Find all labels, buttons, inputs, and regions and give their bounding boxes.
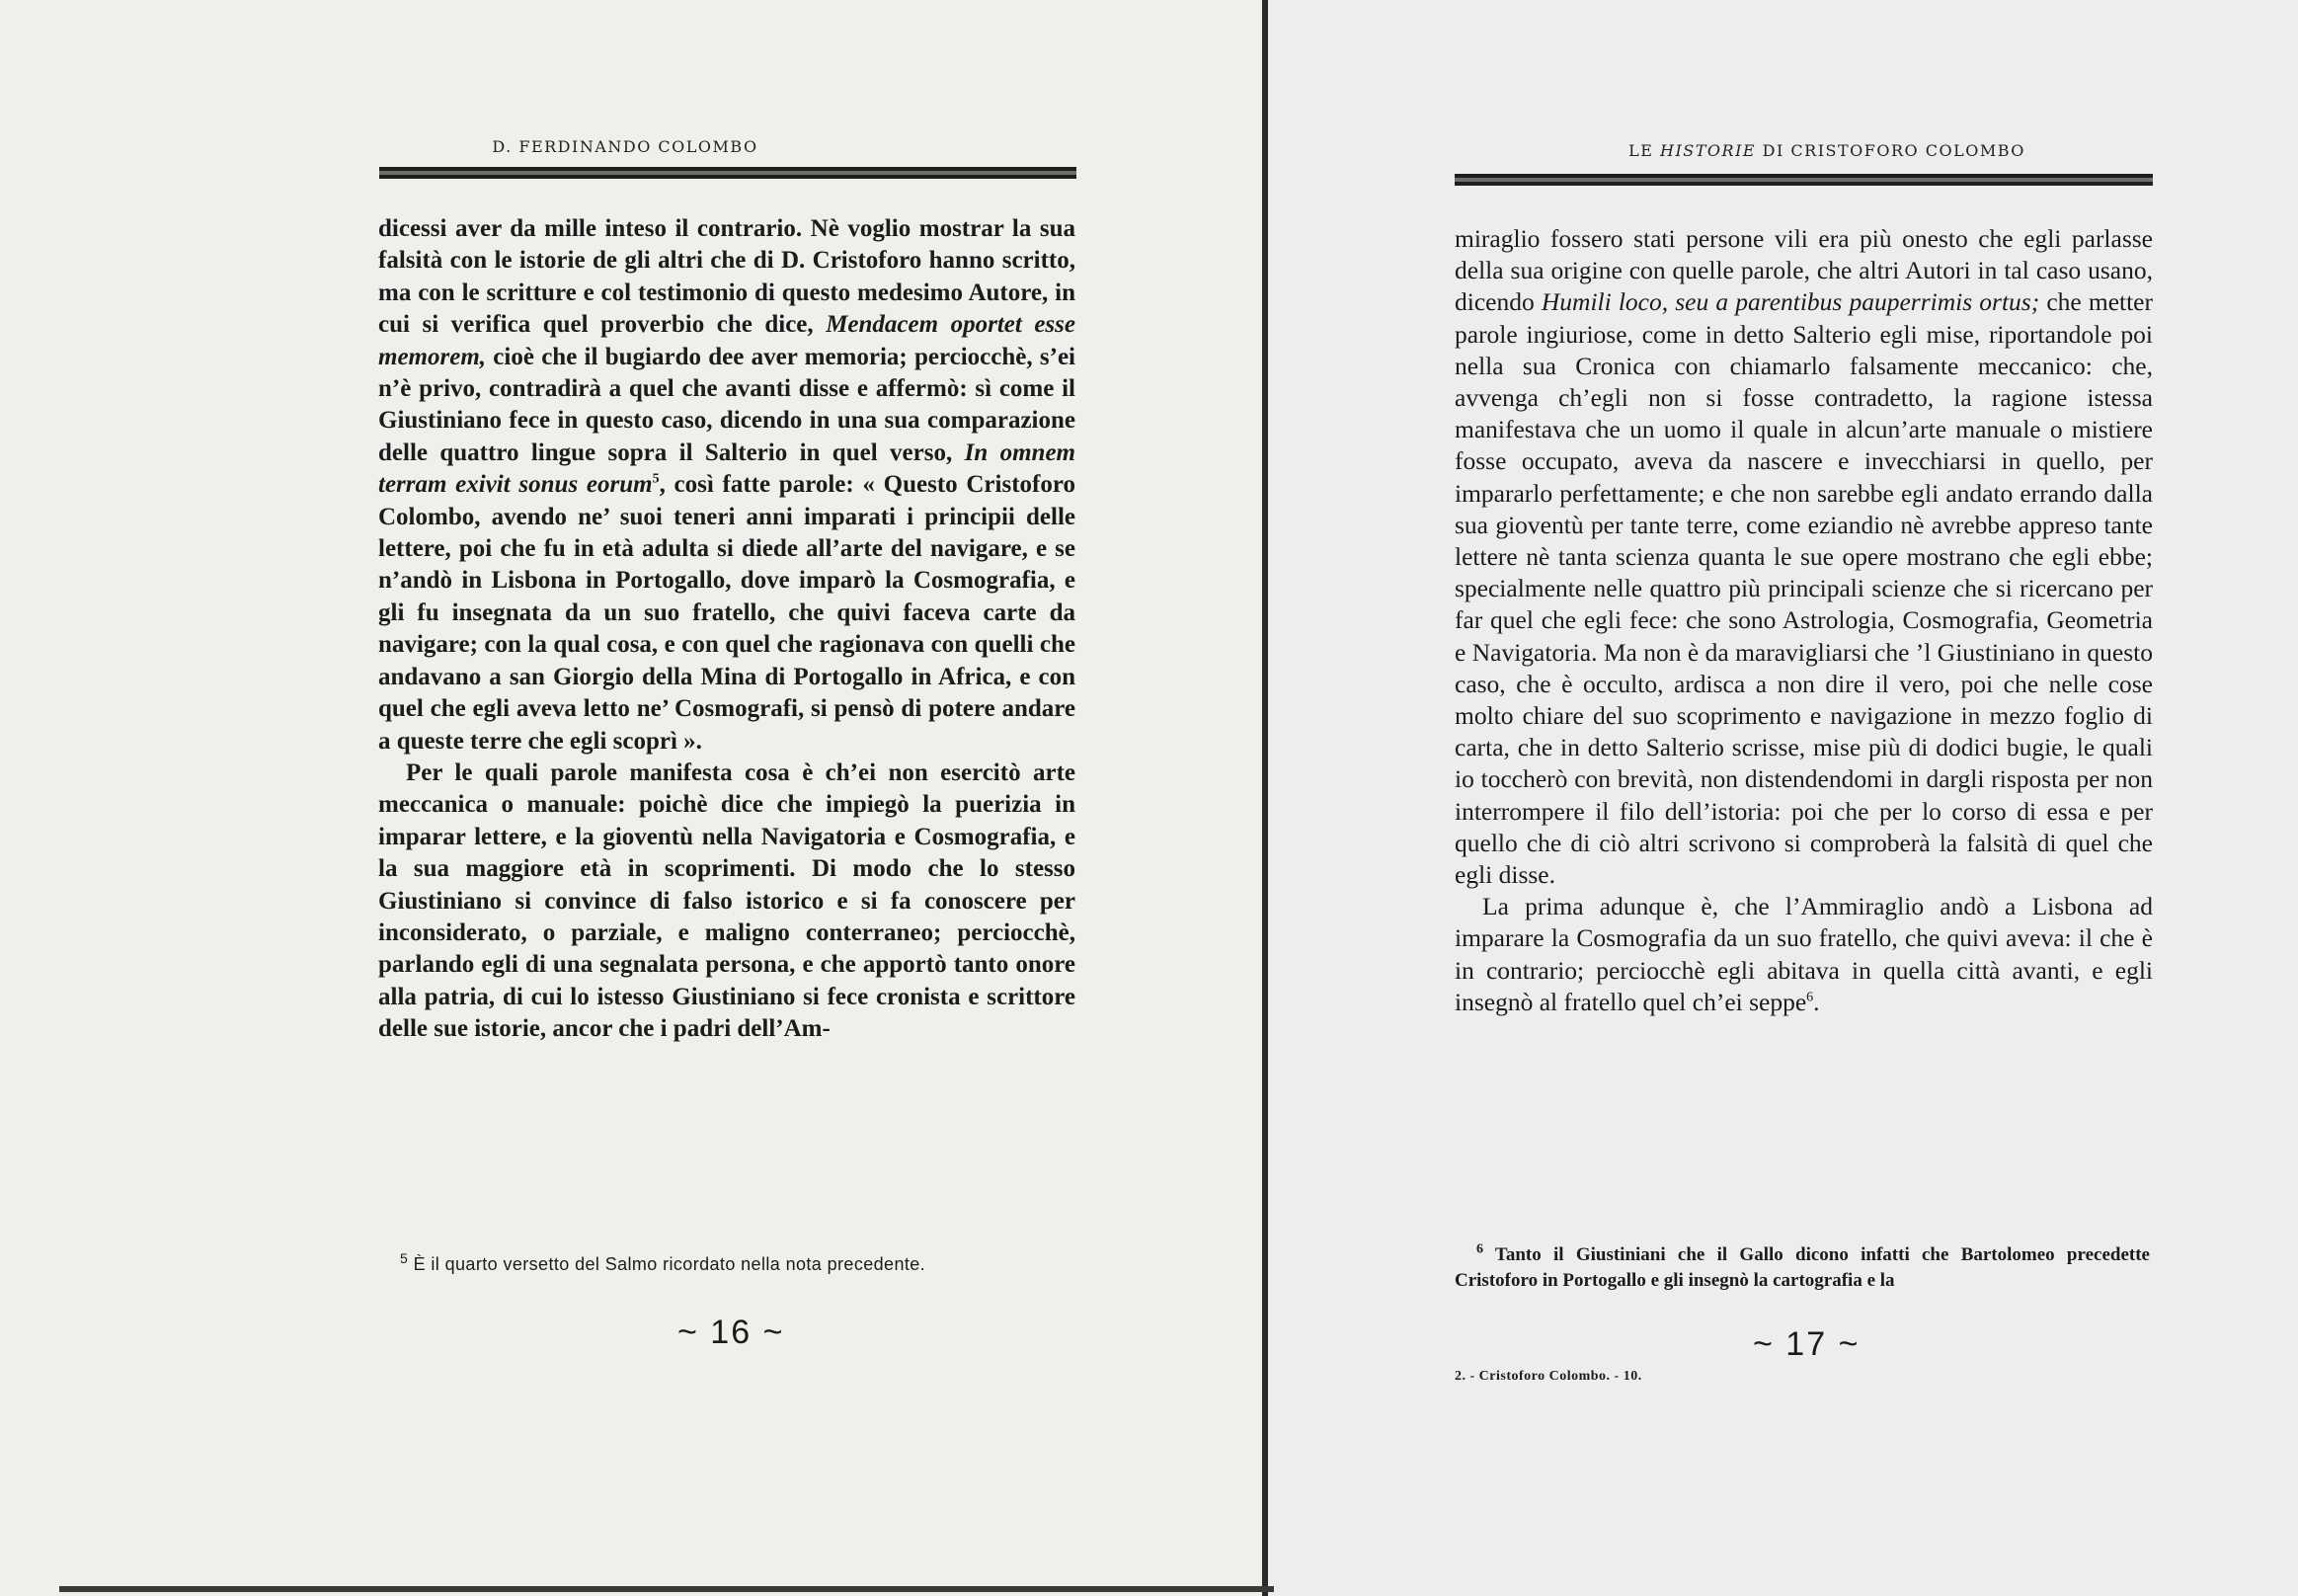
footnote-text-right: Tanto il Giustiniani che il Gallo dicono infatti che Bartolomeo precedette Cristoforo in Portogallo e gli insegnò la cartografia e la [1455,1244,2150,1291]
right-body-text [1455,223,2153,1018]
italic-phrase: Humili loco, seu a parentibus pauperrimis ortus; [1541,287,2040,317]
footnote-mark-right: 6 [1476,1241,1483,1257]
page-number-right: ~ 17 ~ [1753,1325,1861,1363]
header-rule-right [1455,174,2153,186]
page-number-left: ~ 16 ~ [677,1314,785,1351]
right-page [1269,0,2298,1596]
footnote-text-left: È il quarto versetto del Salmo ricordato nella nota precedente. [413,1254,926,1274]
running-head-italic: HISTORIE [1660,141,1757,160]
left-body-paragraph: dicessi aver da mille inteso il contrario. Nè voglio mostrar la sua falsità con le istorie de gli altri che di D. Cristoforo hanno scritto, ma con le scritture e col testimonio di questo medesimo Autore, in cui si verifica quel proverbio che dice, Mendacem oportet esse memorem, cioè che il bugiardo dee aver memoria; perciocchè, s’ei n’è privo, contradirà a quel che avanti disse e affermò: sì come il Giustiniano fece in questo caso, dicendo in una sua comparazione delle quattro lingue sopra il Salterio in quel verso, In omnem terram exivit sonus eorum$^5$, così fatte parole: « Questo Cristoforo Colombo, avendo ne’ suoi teneri anni imparati i principii delle lettere, poi che fu in età adulta si diede all’arte del navigare, e se n’andò in Lisbona in Portogallo, dove imparò la Cosmografia, e gli fu insegnata da un suo fratello, che quivi faceva carte da navigare; con la qual cosa, e con quel che ragionava con quelli che andavano a san Giorgio della Mina di Portogallo in Africa, e con quel che egli aveva letto ne’ Cosmografi, si pensò di potere andare a queste terre che egli scoprì ». [378,215,1075,755]
signature-text: 2. - Cristoforo Colombo. - 10. [1455,1369,1642,1384]
footnote-reference: 6 [1806,990,1814,1005]
left-body-text [378,213,1075,1046]
running-head-suffix: DI CRISTOFORO COLOMBO [1756,141,2025,160]
header-rule-left [379,167,1076,179]
footnote-mark-left: 5 [400,1250,409,1266]
italic-phrase: In omnem terram exivit sonus eorum [378,439,1075,499]
printer-signature [1455,1369,1642,1385]
italic-phrase: Mendacem oportet esse memorem, [378,311,1075,370]
running-head-left: D. FERDINANDO COLOMBO [492,137,758,156]
right-body-paragraph: miraglio fossero stati persone vili era più onesto che egli parlasse della sua origine con quelle parole, che altri Autori in tal caso usano, dicendo Humili loco, seu a parentibus pauperrimis ortus; che metter parole ingiuriose, come in detto Salterio egli mise, riportandole poi nella sua Cronica con chiamarlo falsamente meccanico: che, avvenga ch’egli non si fosse contradetto, la ragione istessa manifestava che un uomo il quale in alcun’arte manuale o mistiere fosse occupato, aveva da nascere e invecchiarsi in quello, per impararlo perfettamente; e che non sarebbe egli andato errando dalla sua gioventù per tante terre, come eziandio nè avrebbe appreso tante lettere nè tanta scienza quanta le sue opere mostrano che egli ebbe; specialmente nelle quattro più principali scienze che si ricercano per far quel che egli fece: che sono Astrologia, Cosmografia, Geometria e Navigatoria. Ma non è da maravigliarsi che ’l Giustiniano in questo caso, che è occulto, ardisca a non dire il vero, poi che nelle cose molto chiare del suo scoprimento e navigazione in mezzo foglio di carta, che in detto Salterio scrisse, mise più di dodici bugie, le quali io toccherò con brevità, non distendendomi in dargli risposta per non interrompere il filo dell’istoria: poi che per lo corso di essa e per quello che di ciò altri scrivono si comproberà la falsità di quel che egli disse. [1455,224,2153,890]
running-head-prefix: LE [1628,141,1660,160]
right-body-paragraph: La prima adunque è, che l’Ammiraglio andò a Lisbona ad imparare la Cosmografia da un suo fratello, che quivi aveva: il che è in contrario; perciocchè egli abitava in quella città avanti, e egli insegnò al fratello quel ch’ei seppe$^6$. [1455,892,2153,1016]
footnote-reference: 5 [652,471,660,487]
running-head-right [1580,141,2074,160]
footnote-left [400,1252,1081,1276]
footnote-right [1455,1242,2150,1294]
scan-edge-line [59,1586,1274,1592]
page-gutter [1262,0,1268,1596]
left-body-paragraph: Per le quali parole manifesta cosa è ch’ei non esercitò arte meccanica o manuale: poichè dice che impiegò la puerizia in imparar lettere, e la gioventù nella Navigatoria e Cosmografia, e la sua maggiore età in scoprimenti. Di modo che lo stesso Giustiniano si convince di falso istorico e si fa conoscere per inconsiderato, o parziale, e maligno conterraneo; perciocchè, parlando egli di una segnalata persona, e che apportò tanto onore alla patria, di cui lo istesso Giustiniano si fece cronista e scrittore delle sue istorie, ancor che i padri dell’Am- [378,758,1075,1043]
